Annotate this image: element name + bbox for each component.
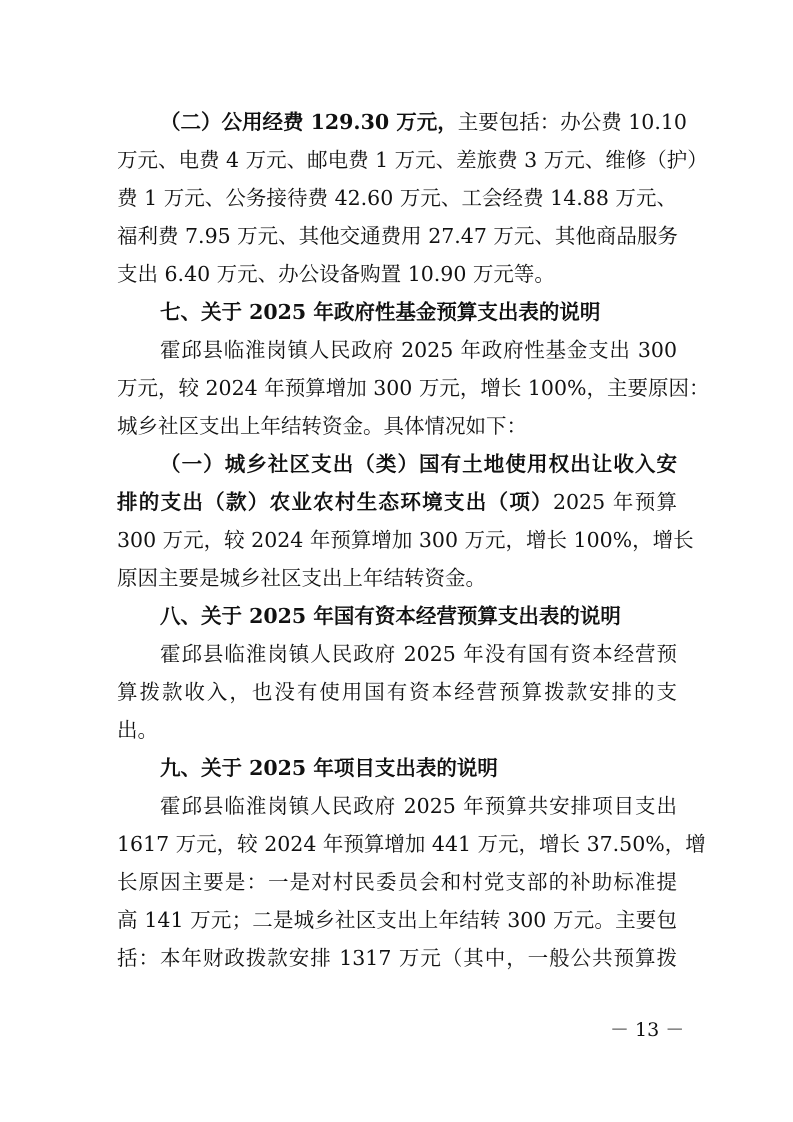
- text-line: 高 141 万元；二是城乡社区支出上年结转 300 万元。主要包: [117, 908, 677, 932]
- text-line: 万元、电费 4 万元、邮电费 1 万元、差旅费 3 万元、维修（护）: [117, 148, 708, 172]
- line-text: 主要包括：办公费 10.10: [457, 110, 687, 134]
- text-line: 城乡社区支出上年结转资金。具体情况如下：: [117, 414, 527, 438]
- bold-lead: （二）公用经费 129.30 万元，: [160, 110, 458, 134]
- section-heading: 九、关于 2025 年项目支出表的说明: [160, 756, 498, 780]
- bold-lead: 排的支出（款）农业农村生态环境支出（项）: [117, 490, 553, 514]
- text-line: [117, 483, 677, 521]
- text-line: 霍邱县临淮岗镇人民政府 2025 年政府性基金支出 300: [160, 338, 677, 362]
- text-line: 福利费 7.95 万元、其他交通费用 27.47 万元、其他商品服务: [117, 224, 678, 248]
- text-line: 万元，较 2024 年预算增加 300 万元，增长 100%，主要原因：: [117, 376, 710, 400]
- text-line: 长原因主要是：一是对村民委员会和村党支部的补助标准提: [117, 870, 677, 894]
- text-line: 300 万元，较 2024 年预算增加 300 万元，增长 100%，增长: [117, 528, 694, 552]
- text-line: 1617 万元，较 2024 年预算增加 441 万元，增长 37.50%，增: [117, 832, 706, 856]
- text-line: 括：本年财政拨款安排 1317 万元（其中，一般公共预算拨: [117, 946, 677, 970]
- line-text: 2025 年预算: [552, 490, 678, 514]
- section-heading: 八、关于 2025 年国有资本经营预算支出表的说明: [160, 604, 621, 628]
- text-line: （一）城乡社区支出（类）国有土地使用权出让收入安: [160, 452, 677, 476]
- text-line: 原因主要是城乡社区支出上年结转资金。: [117, 566, 486, 590]
- text-line: 霍邱县临淮岗镇人民政府 2025 年预算共安排项目支出: [160, 794, 677, 818]
- text-line: [160, 103, 687, 141]
- text-line: 出。: [117, 718, 158, 742]
- text-line: 算拨款收入，也没有使用国有资本经营预算拨款安排的支: [117, 680, 677, 704]
- text-line: 支出 6.40 万元、办公设备购置 10.90 万元等。: [117, 262, 555, 286]
- text-line: 费 1 万元、公务接待费 42.60 万元、工会经费 14.88 万元、: [117, 186, 677, 210]
- page-number: － 13 －: [610, 1019, 685, 1041]
- section-heading: 七、关于 2025 年政府性基金预算支出表的说明: [160, 300, 601, 324]
- text-line: 霍邱县临淮岗镇人民政府 2025 年没有国有资本经营预: [160, 642, 677, 666]
